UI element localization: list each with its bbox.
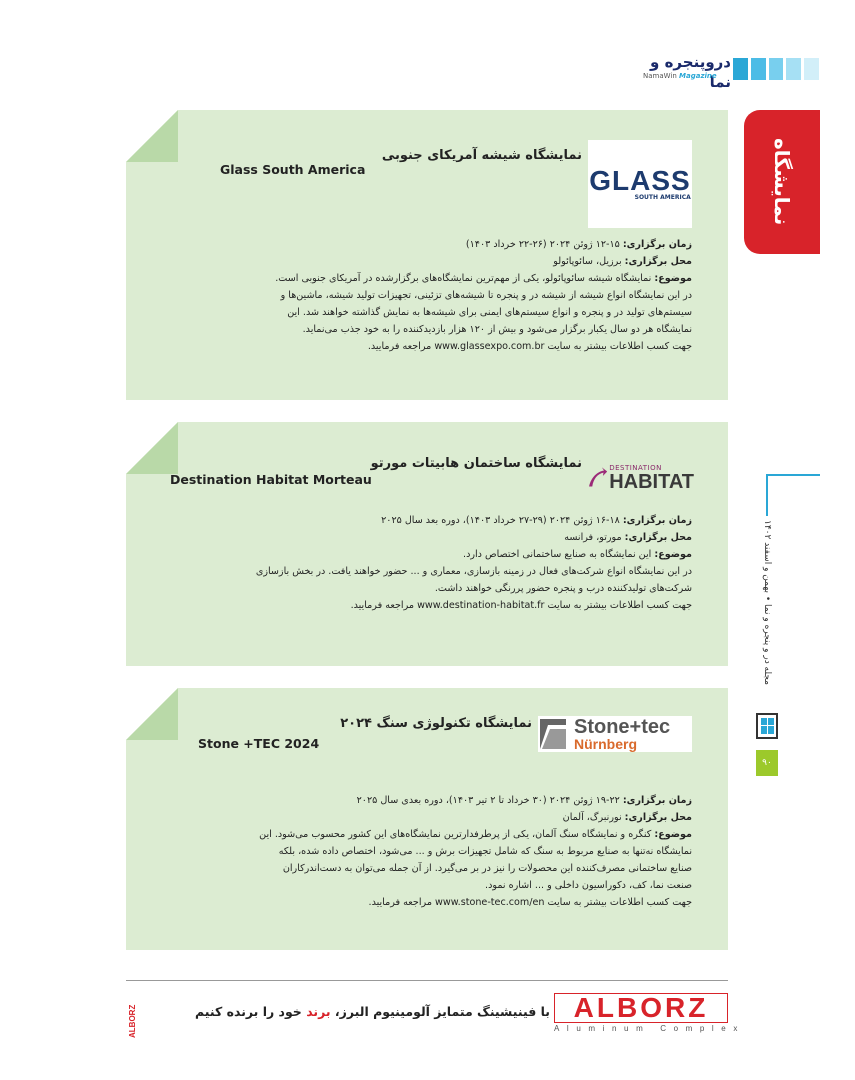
magazine-logo-persian: دروپنجره و نما — [650, 53, 731, 91]
habitat-arrow-icon — [588, 458, 607, 498]
exhibition-card-habitat — [126, 422, 728, 666]
topic-text: نمایشگاه نه‌تنها به صنایع مربوط به سنگ که شامل تجهیزات برش و ... می‌شود، اختصاص داده شده، بلکه — [278, 846, 692, 857]
section-tab-label-wrap — [744, 110, 820, 254]
slogan-pre: با فینیشینگ متمایز آلومینیوم البرز، — [330, 1004, 550, 1019]
glass-logo-sub: SOUTH AMERICA — [634, 193, 691, 201]
stonetec-logo-word: Stone+tec — [574, 716, 671, 738]
alborz-logo-word: ALBORZ — [573, 992, 709, 1023]
side-divider-horizontal — [766, 474, 820, 476]
footer-vertical-logo: ALBORZ — [127, 1004, 137, 1038]
when-label: زمان برگزاری: — [622, 515, 692, 526]
more-info-pre: جهت کسب اطلاعات بیشتر به سایت — [544, 341, 692, 352]
when-line — [132, 236, 692, 253]
card-body — [132, 512, 692, 614]
where-value: نورنبرگ، آلمان — [562, 812, 625, 823]
card-body — [132, 236, 692, 355]
when-line — [132, 512, 692, 529]
website-link[interactable]: www.glassexpo.com.br — [434, 341, 545, 352]
slogan-post: خود را برنده کنیم — [194, 1004, 307, 1019]
where-label: محل برگزاری: — [624, 812, 692, 823]
footer-vertical-logo-wrap — [126, 990, 138, 1038]
magazine-issue-text: مجله در و پنجره و نما • بهمن و اسفند ۱۴۰۲ — [762, 520, 772, 685]
topic-line — [132, 546, 692, 563]
magazine-logo — [643, 52, 819, 91]
habitat-logo-word: HABITAT — [609, 471, 694, 493]
glass-logo-word: GLASS — [589, 164, 691, 196]
topic-text: نمایشگاه شیشه سائوپائولو، یکی از مهم‌ترین نمایشگاه‌های برگزار‌شده در آمریکای جنوبی است. — [275, 273, 655, 284]
card-subtitle: Stone +TEC 2024 — [198, 736, 320, 751]
more-info-post: مراجعه فرمایید. — [367, 341, 435, 352]
stonetec-logo-sub: Nürnberg — [574, 736, 637, 752]
window-icon — [756, 712, 778, 740]
topic-text: صنایع ساختمانی مصرف‌کننده این محصولات را نیز در بر می‌گیرد. از آن جمله می‌توان به دست‌اندرکاران — [282, 863, 692, 874]
magazine-issue-text-wrap — [756, 520, 778, 706]
topic-text: این نمایشگاه به صنایع ساختمانی اختصاص دارد. — [463, 549, 655, 560]
card-title: نمایشگاه ساختمان هابیتات مورتو — [370, 456, 582, 471]
logo-bars-graphic — [733, 58, 819, 80]
topic-label: موضوع: — [654, 273, 692, 284]
footer-slogan — [160, 1004, 550, 1019]
when-value: ۱۸-۱۶ ژوئن ۲۰۲۴ (۲۹-۲۷ خرداد ۱۴۰۳)، دوره بعد سال ۲۰۲۵ — [381, 515, 623, 526]
more-info-post: مراجعه فرمایید. — [350, 600, 418, 611]
where-line — [132, 529, 692, 546]
when-value: ۱۵-۱۲ ژوئن ۲۰۲۴ (۲۶-۲۲ خرداد ۱۴۰۳) — [465, 239, 623, 250]
page-number: ۹۰ — [756, 750, 778, 776]
more-info-line — [132, 597, 692, 614]
alborz-logo-sub: Aluminum Complex — [554, 1024, 745, 1033]
when-label: زمان برگزاری: — [622, 795, 692, 806]
exhibition-card-stonetec — [126, 688, 728, 950]
more-info-post: مراجعه فرمایید. — [368, 897, 436, 908]
more-info-pre: جهت کسب اطلاعات بیشتر به سایت — [544, 897, 692, 908]
side-divider-vertical — [766, 474, 768, 516]
topic-label: موضوع: — [654, 829, 692, 840]
card-subtitle: Glass South America — [220, 162, 366, 177]
logo-namawin: NamaWin — [643, 72, 677, 80]
section-tab-label: نمایشگاه — [770, 138, 794, 226]
topic-text: در این نمایشگاه انواع شیشه از شیشه در و پنجره تا شیشه‌های تزئینی، تجهیزات تولید شیشه، ماشین‌ها و — [280, 290, 692, 301]
card-title: نمایشگاه شیشه آمریکای جنوبی — [381, 148, 582, 163]
when-label: زمان برگزاری: — [622, 239, 692, 250]
magazine-logo-english — [643, 71, 731, 81]
card-subtitle: Destination Habitat Morteau — [170, 472, 372, 487]
habitat-logo-sub: DESTINATION — [609, 464, 662, 472]
card-body — [132, 792, 692, 911]
website-link[interactable]: www.stone-tec.com/en — [435, 897, 545, 908]
where-label: محل برگزاری: — [624, 532, 692, 543]
topic-text: سیستم‌های تولید در و پنجره و انواع سیستم‌های ایمنی برای شیشه‌ها به نمایش گذاشته خواهند شد. این — [287, 307, 692, 318]
when-line — [132, 792, 692, 809]
more-info-line — [132, 894, 692, 911]
slogan-highlight: برند — [306, 1004, 331, 1019]
glass-logo — [588, 140, 692, 228]
topic-label: موضوع: — [654, 549, 692, 560]
alborz-logo — [554, 993, 728, 1023]
stonetec-shape-icon — [538, 717, 568, 751]
more-info-line — [132, 338, 692, 355]
website-link[interactable]: www.destination-habitat.fr — [417, 600, 545, 611]
where-line — [132, 253, 692, 270]
more-info-pre: جهت کسب اطلاعات بیشتر به سایت — [544, 600, 692, 611]
where-line — [132, 809, 692, 826]
footer-divider — [126, 980, 728, 981]
card-title: نمایشگاه تکنولوژی سنگ ۲۰۲۴ — [340, 716, 532, 731]
topic-text: شرکت‌های تولیدکننده درب و پنجره حضور پررنگی خواهند داشت. — [434, 583, 692, 594]
where-value: برزیل، سائوپائولو — [553, 256, 625, 267]
logo-magazine: Magazine — [679, 72, 717, 80]
topic-text: در این نمایشگاه انواع شرکت‌های فعال در زمینه بازسازی، معماری و ... حضور خواهند یافت. در بخش بازسازی — [255, 566, 692, 577]
when-value: ۲۲-۱۹ ژوئن ۲۰۲۴ (۳۰ خرداد تا ۲ تیر ۱۴۰۳)، دوره بعدی سال ۲۰۲۵ — [356, 795, 623, 806]
topic-text: نمایشگاه هر دو سال یکبار برگزار می‌شود و بیش از ۱۲۰ هزار بازدیدکننده را به خود جذب می‌نماید. — [302, 324, 692, 335]
exhibition-card-glass — [126, 110, 728, 400]
topic-line — [132, 826, 692, 843]
habitat-logo — [588, 452, 694, 504]
topic-line — [132, 270, 692, 287]
topic-text: صنعت نما، کف، دکوراسیون داخلی و ... اشاره نمود. — [485, 880, 692, 891]
where-value: مورتو، فرانسه — [564, 532, 625, 543]
stonetec-logo — [538, 716, 692, 752]
where-label: محل برگزاری: — [624, 256, 692, 267]
topic-text: کنگره و نمایشگاه سنگ آلمان، یکی از پرطرفدارترین نمایشگاه‌های این کشور محسوب می‌شود. این — [259, 829, 655, 840]
